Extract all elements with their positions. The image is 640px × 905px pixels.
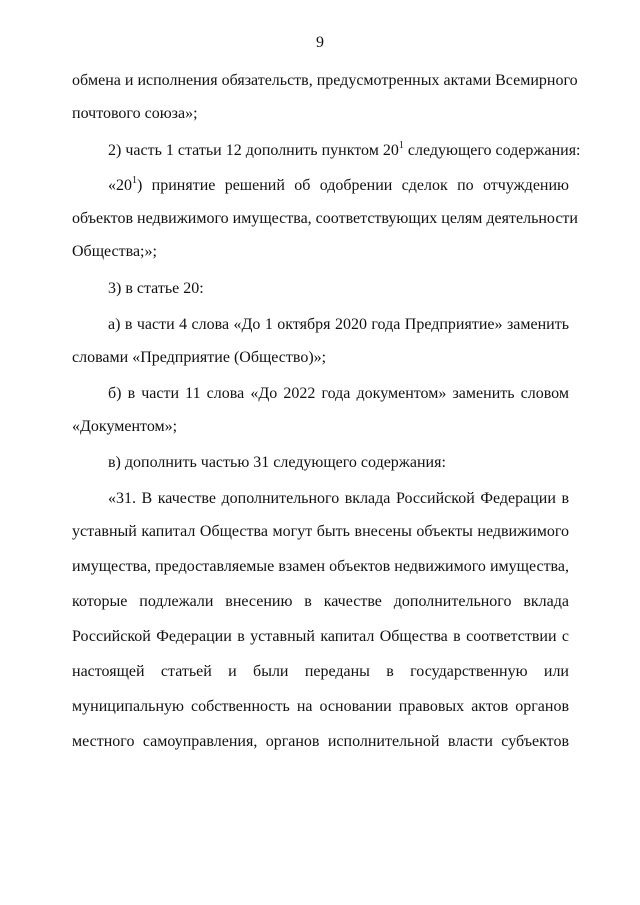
text-line: обмена и исполнения обязательств, предусмотренных актами Всемирного bbox=[72, 72, 578, 89]
quoted-item-20-1 bbox=[108, 176, 569, 196]
text-line: Общества;»; bbox=[72, 243, 157, 260]
text-line: словами «Предприятие (Общество)»; bbox=[72, 349, 327, 366]
text-line: настоящей статьей и были переданы в государственную или bbox=[72, 663, 569, 680]
quoted-part-31: «31. В качестве дополнительного вклада Российской Федерации в bbox=[108, 490, 569, 507]
text-line: «Документом»; bbox=[72, 418, 178, 435]
list-item-2 bbox=[108, 139, 581, 161]
superscript: 1 bbox=[132, 174, 137, 186]
superscript: 1 bbox=[398, 139, 404, 151]
text-line: Российской Федерации в уставный капитал Общества в соответствии с bbox=[72, 628, 569, 645]
text-line: уставный капитал Общества могут быть внесены объекты недвижимого bbox=[72, 523, 569, 540]
text-span: «20 bbox=[108, 177, 132, 194]
list-item-3: 3) в статье 20: bbox=[108, 280, 204, 297]
text-span: ) принятие решений об одобрении сделок по отчуждению bbox=[137, 177, 569, 194]
text-line: муниципальную собственность на основании правовых актов органов bbox=[72, 698, 569, 715]
text-line: которые подлежали внесению в качестве дополнительного вклада bbox=[72, 593, 569, 610]
text-line: местного самоуправления, органов исполнительной власти субъектов bbox=[72, 733, 569, 750]
sub-item-b: б) в части 11 слова «До 2022 года документом» заменить словом bbox=[108, 385, 569, 402]
text-span: 2) часть 1 статьи 12 дополнить пунктом 20 bbox=[108, 142, 399, 159]
text-line: имущества, предоставляемые взамен объектов недвижимого имущества, bbox=[72, 558, 569, 575]
text-line: объектов недвижимого имущества, соответствующих целям деятельности bbox=[72, 210, 578, 227]
page-number: 9 bbox=[316, 34, 324, 51]
text-span: следующего содержания: bbox=[403, 142, 581, 159]
sub-item-a: а) в части 4 слова «До 1 октября 2020 года Предприятие» заменить bbox=[108, 316, 569, 333]
sub-item-v: в) дополнить частью 31 следующего содержания: bbox=[108, 454, 446, 471]
text-line: почтового союза»; bbox=[72, 105, 198, 122]
